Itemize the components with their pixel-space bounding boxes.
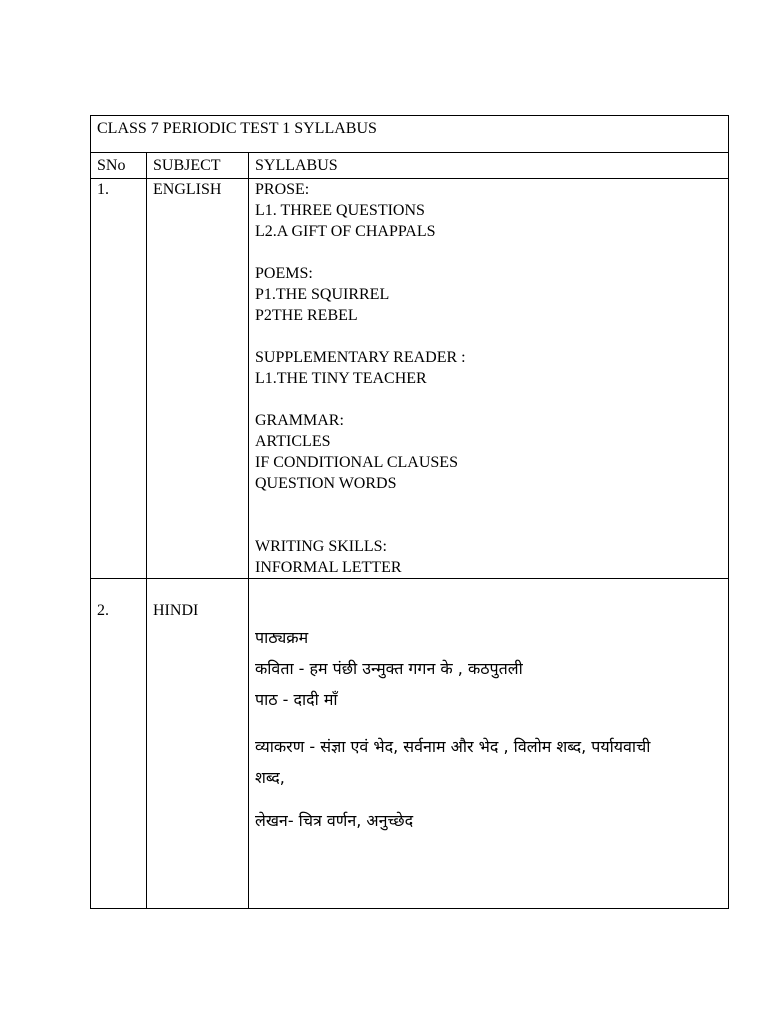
table-title: CLASS 7 PERIODIC TEST 1 SYLLABUS [91, 116, 729, 153]
grammar-item: QUESTION WORDS [255, 475, 397, 492]
header-syllabus: SYLLABUS [249, 153, 729, 179]
hindi-syllabus-cell [249, 579, 729, 909]
grammar-item: IF CONDITIONAL CLAUSES [255, 454, 458, 471]
poems-heading: POEMS: [255, 265, 313, 282]
header-sno: SNo [91, 153, 147, 179]
poem-item: P1.THE SQUIRREL [255, 286, 390, 303]
hindi-subject: HINDI [147, 579, 249, 909]
grammar-item: ARTICLES [255, 433, 331, 450]
title-row [91, 116, 729, 153]
english-subject: ENGLISH [147, 179, 249, 579]
table-row-hindi [91, 579, 729, 909]
syllabus-table [90, 115, 729, 909]
english-sno: 1. [91, 179, 147, 579]
writing-heading: WRITING SKILLS: [255, 538, 387, 555]
english-syllabus-cell [249, 179, 729, 579]
hindi-lesson-line: पाठ - दादी माँ [255, 690, 338, 709]
prose-heading: PROSE: [255, 181, 310, 198]
prose-item: L1. THREE QUESTIONS [255, 202, 425, 219]
hindi-grammar-line: व्याकरण - संज्ञा एवं भेद, सर्वनाम और भेद , विलोम शब्द, पर्यायवाची [255, 737, 651, 756]
writing-item: INFORMAL LETTER [255, 559, 402, 576]
table-row-english [91, 179, 729, 579]
hindi-grammar-line-cont: शब्द, [255, 768, 285, 787]
hindi-poems-line: कविता - हम पंछी उन्मुक्त गगन के , कठपुतली [255, 659, 523, 678]
supplementary-item: L1.THE TINY TEACHER [255, 370, 427, 387]
hindi-sno: 2. [91, 579, 147, 909]
supplementary-heading: SUPPLEMENTARY READER : [255, 349, 466, 366]
syllabus-table-wrapper [90, 115, 728, 909]
header-row [91, 153, 729, 179]
hindi-writing-line: लेखन- चित्र वर्णन, अनुच्छेद [255, 811, 414, 830]
poem-item: P2THE REBEL [255, 307, 358, 324]
grammar-heading: GRAMMAR: [255, 412, 344, 429]
prose-item: L2.A GIFT OF CHAPPALS [255, 223, 436, 240]
header-subject: SUBJECT [147, 153, 249, 179]
hindi-syllabus-heading: पाठ्यक्रम [255, 628, 309, 647]
